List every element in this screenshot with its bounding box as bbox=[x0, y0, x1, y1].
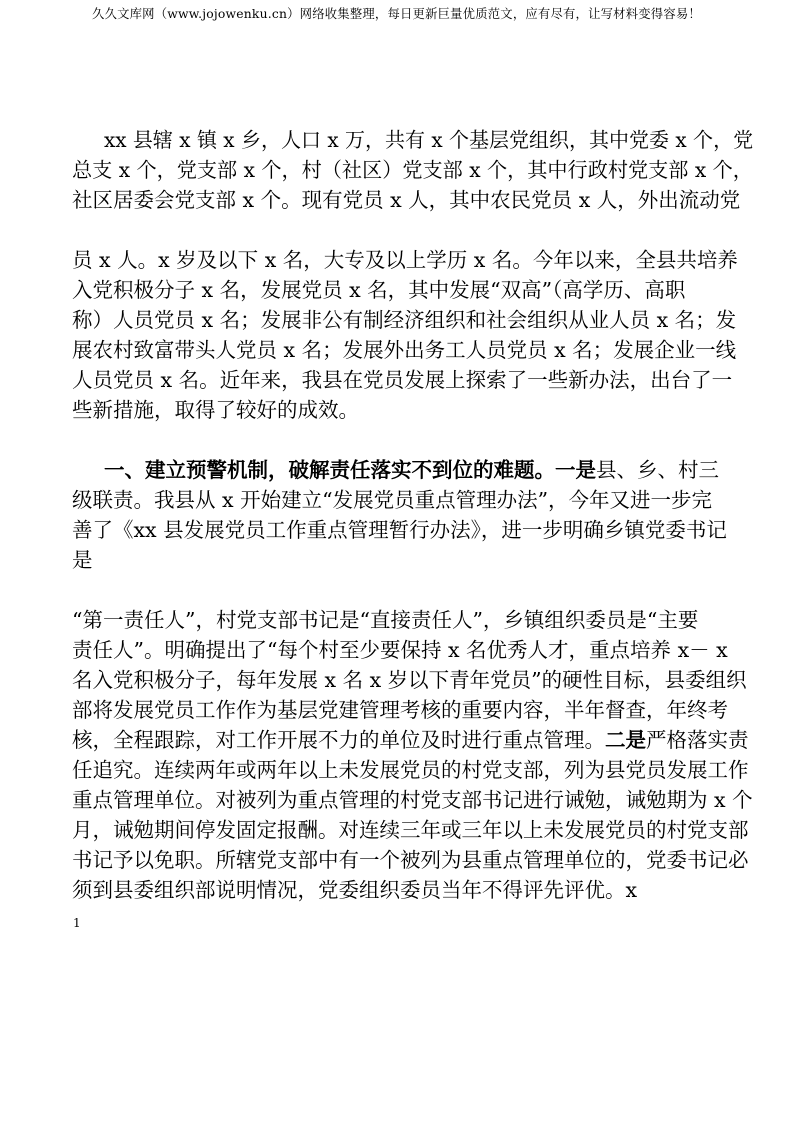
paragraph-line: 责任人”。明确提出了“每个村至少要保持 x 名优秀人才，重点培养 x－ x bbox=[72, 638, 728, 662]
section-heading: 一、建立预警机制，破解责任落实不到位的难题。 bbox=[104, 458, 555, 482]
point-text: 核，全程跟踪，对工作开展不力的单位及时进行重点管理。 bbox=[72, 728, 605, 752]
paragraph-line: 书记予以免职。所辖党支部中有一个被列为县重点管理单位的，党委书记必 bbox=[72, 848, 749, 872]
paragraph-line bbox=[72, 728, 749, 752]
paragraph-line: 称）人员党员 x 名；发展非公有制经济组织和社会组织从业人员 x 名；发 bbox=[72, 308, 737, 332]
paragraph-line: “第一责任人”，村党支部书记是“直接责任人”，乡镇组织委员是“主要 bbox=[72, 608, 699, 632]
paragraph-line: 须到县委组织部说明情况，党委组织委员当年不得评先评优。x bbox=[72, 878, 638, 902]
point-text: 县、乡、村三 bbox=[596, 458, 719, 482]
paragraph-line: 善了《xx 县发展党员工作重点管理暂行办法》，进一步明确乡镇党委书记 bbox=[72, 518, 727, 542]
paragraph-line: 展农村致富带头人党员 x 名；发展外出务工人员党员 x 名；发展企业一线 bbox=[72, 338, 737, 362]
page-number: 1 bbox=[73, 916, 81, 930]
paragraph-line: 月，诫勉期间停发固定报酬。对连续三年或三年以上未发展党员的村党支部 bbox=[72, 818, 749, 842]
paragraph-line: 总支 x 个，党支部 x 个，村（社区）党支部 x 个，其中行政村党支部 x 个， bbox=[72, 158, 753, 182]
paragraph-line: 任追究。连续两年或两年以上未发展党员的村党支部，列为县党员发展工作 bbox=[72, 758, 749, 782]
paragraph-line: 名入党积极分子，每年发展 x 名 x 岁以下青年党员”的硬性目标，县委组织 bbox=[72, 668, 747, 692]
paragraph-line: 重点管理单位。对被列为重点管理的村党支部书记进行诫勉，诫勉期为 x 个 bbox=[72, 788, 753, 812]
paragraph-line: 人员党员 x 名。近年来，我县在党员发展上探索了一些新办法，出台了一 bbox=[72, 368, 733, 392]
paragraph-line: 社区居委会党支部 x 个。现有党员 x 人，其中农民党员 x 人，外出流动党 bbox=[72, 188, 741, 212]
paragraph-line: 级联责。我县从 x 开始建立“发展党员重点管理办法”，今年又进一步完 bbox=[72, 488, 713, 512]
point-text: 严格落实责 bbox=[646, 728, 749, 752]
paragraph-line: 部将发展党员工作作为基层党建管理考核的重要内容，半年督查，年终考 bbox=[72, 698, 728, 722]
point-label: 二是 bbox=[605, 728, 646, 752]
paragraph-line: 些新措施，取得了较好的成效。 bbox=[72, 398, 359, 422]
paragraph-line: 是 bbox=[72, 548, 93, 572]
paragraph-line: 入党积极分子 x 名，发展党员 x 名，其中发展“双高”（高学历、高职 bbox=[72, 278, 686, 302]
point-label: 一是 bbox=[555, 458, 596, 482]
paragraph-line: xx 县辖 x 镇 x 乡，人口 x 万，共有 x 个基层党组织，其中党委 x 个，党 bbox=[104, 128, 754, 152]
site-banner: 久久文库网（www.jojowenku.cn）网络收集整理，每日更新巨量优质范文，应有尽有，让写材料变得容易！ bbox=[92, 6, 701, 21]
paragraph-line: 员 x 人。x 岁及以下 x 名，大专及以上学历 x 名。今年以来，全县共培养 bbox=[72, 248, 738, 272]
section-heading-line bbox=[104, 458, 719, 482]
